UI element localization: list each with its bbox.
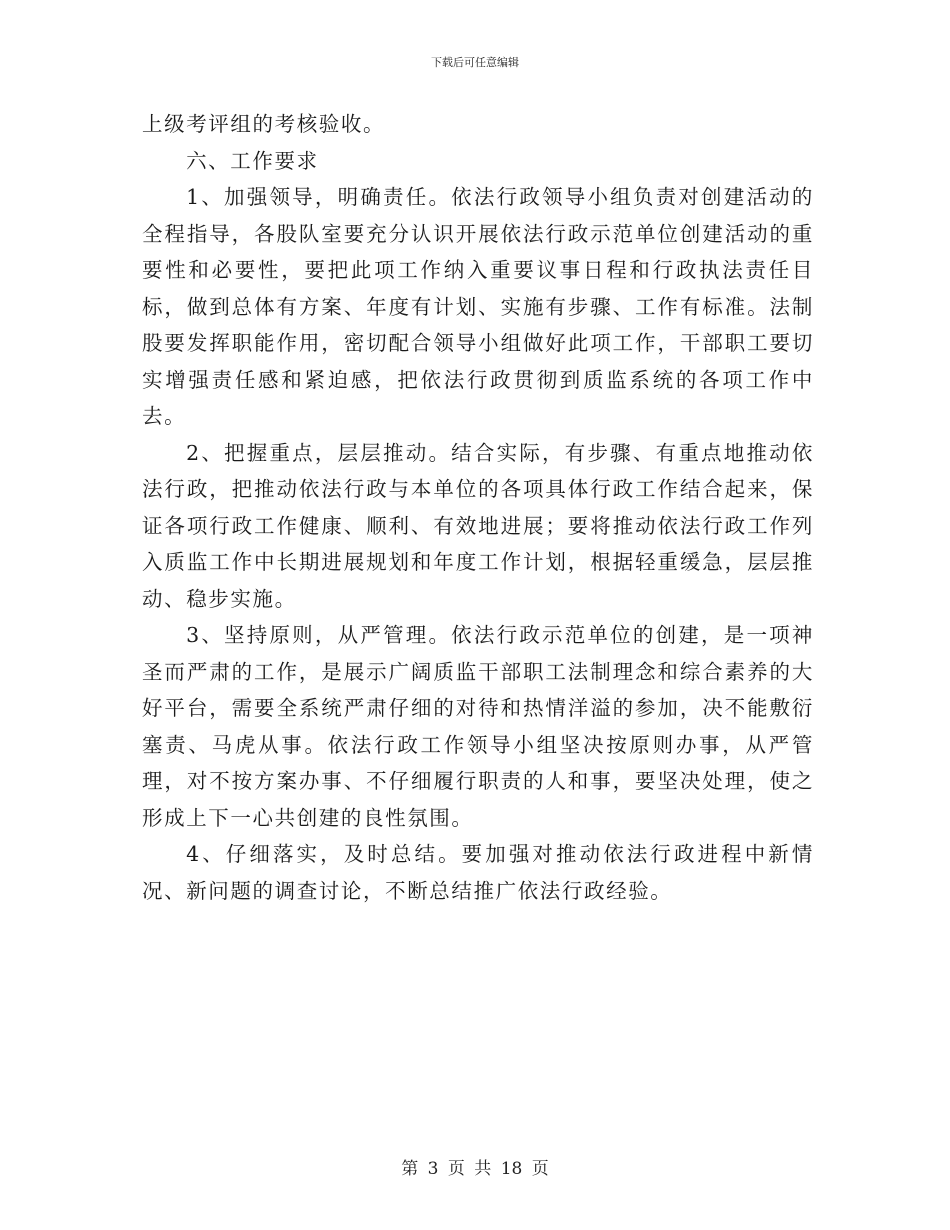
document-body (142, 106, 814, 909)
page-number: 第 3 页 共 18 页 (401, 1159, 549, 1179)
paragraph-item-2: 2、把握重点，层层推动。结合实际，有步骤、有重点地推动依法行政，把推动依法行政与本单位的各项具体行政工作结合起来，保证各项行政工作健康、顺利、有效地进展；要将推动依法行政工作列入质监工作中长期进展规划和年度工作计划，根据轻重缓急，层层推动、稳步实施。 (142, 440, 814, 611)
paragraph-item-4: 4、仔细落实，及时总结。要加强对推动依法行政进程中新情况、新问题的调查讨论，不断总结推广依法行政经验。 (142, 842, 814, 903)
section-heading: 六、工作要求 (186, 148, 319, 173)
paragraph-continuation: 上级考评组的考核验收。 (142, 112, 386, 136)
paragraph-item-1: 1、加强领导，明确责任。依法行政领导小组负责对创建活动的全程指导，各股队室要充分认识开展依法行政示范单位创建活动的重要性和必要性，要把此项工作纳入重要议事日程和行政执法责任目标，做到总体有方案、年度有计划、实施有步骤、工作有标准。法制股要发挥职能作用，密切配合领导小组做好此项工作，干部职工要切实增强责任感和紧迫感，把依法行政贯彻到质监系统的各项工作中去。 (142, 185, 814, 428)
page-header-note: 下载后可任意编辑 (431, 56, 519, 69)
paragraph-item-3: 3、坚持原则，从严管理。依法行政示范单位的创建，是一项神圣而严肃的工作，是展示广阔质监干部职工法制理念和综合素养的大好平台，需要全系统严肃仔细的对待和热情洋溢的参加，决不能敷衍塞责、马虎从事。依法行政工作领导小组坚决按原则办事，从严管理，对不按方案办事、不仔细履行职责的人和事，要坚决处理，使之形成上下一心共创建的良性氛围。 (142, 623, 814, 830)
